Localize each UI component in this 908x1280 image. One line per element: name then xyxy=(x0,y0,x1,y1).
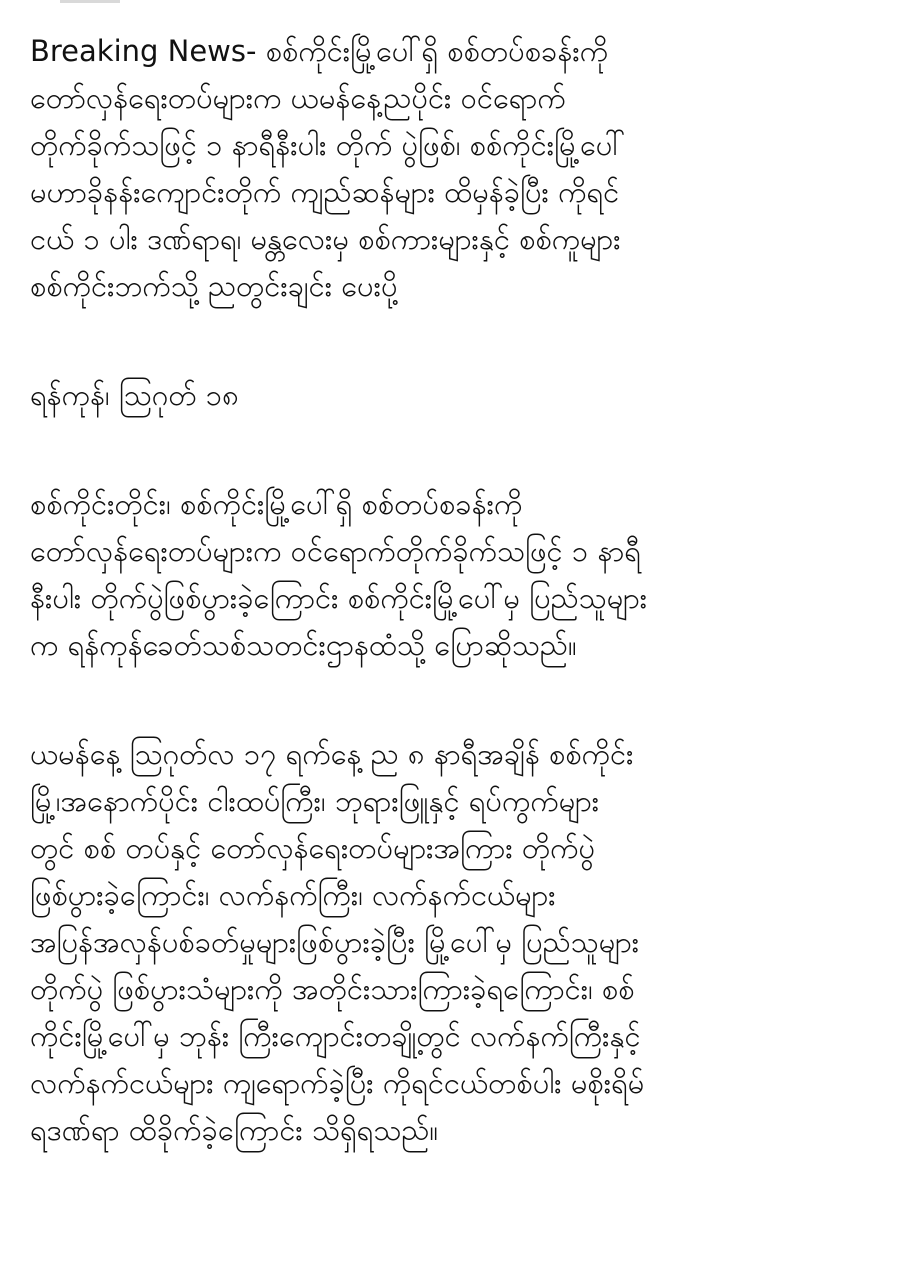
paragraph-2 xyxy=(30,731,880,1154)
headline-line-1: Breaking News- စစ်ကိုင်းမြို့ပေါ်ရှိ စစ်တပ်စခန်းကို xyxy=(30,34,609,68)
headline xyxy=(30,28,880,310)
dateline-text: ရန်ကုန်၊ ဩဂုတ် ၁၈ xyxy=(30,378,239,412)
paragraph-1-line-3: နီးပါး တိုက်ပွဲဖြစ်ပွားခဲ့ကြောင်း စစ်ကိုင်းမြို့ပေါ်မှ ပြည်သူများ xyxy=(30,581,648,615)
paragraph-1 xyxy=(30,481,880,669)
headline-line-5: ငယ် ၁ ပါး ဒဏ်ရာရ၊ မန္တလေးမှ စစ်ကားများနှင့် စစ်ကူများ xyxy=(30,222,621,256)
headline-line-2: တော်လှန်ရေးတပ်များက ယမန်နေ့ညပိုင်း ဝင်ရောက် xyxy=(30,81,566,115)
paragraph-2-line-7: ကိုင်းမြို့ပေါ်မှ ဘုန်း ကြီးကျောင်းတချို့တွင် လက်နက်ကြီးနှင့် xyxy=(30,1019,641,1053)
headline-line-4: မဟာခိုနန်းကျောင်းတိုက် ကျည်ဆန်များ ထိမှန်ခဲ့ပြီး ကိုရင် xyxy=(30,175,620,209)
paragraph-2-line-3: တွင် စစ် တပ်နှင့် တော်လှန်ရေးတပ်များအကြား တိုက်ပွဲ xyxy=(30,831,596,865)
dateline xyxy=(30,372,880,419)
paragraph-2-line-9: ရဒဏ်ရာ ထိခိုက်ခဲ့ကြောင်း သိရှိရသည်။ xyxy=(30,1113,439,1147)
paragraph-1-line-1: စစ်ကိုင်းတိုင်း၊ စစ်ကိုင်းမြို့ပေါ်ရှိ စစ်တပ်စခန်းကို xyxy=(30,487,523,521)
paragraph-2-line-1: ယမန်နေ့ ဩဂုတ်လ ၁၇ ရက်နေ့ ည ၈ နာရီအချိန် စစ်ကိုင်း xyxy=(30,737,634,771)
paragraph-2-line-6: တိုက်ပွဲ ဖြစ်ပွားသံများကို အတိုင်းသားကြားခဲ့ရကြောင်း၊ စစ် xyxy=(30,972,635,1006)
headline-line-6: စစ်ကိုင်းဘက်သို့ ညတွင်းချင်း ပေးပို့ xyxy=(30,269,398,303)
paragraph-2-line-4: ဖြစ်ပွားခဲ့ကြောင်း၊ လက်နက်ကြီး၊ လက်နက်ငယ်များ xyxy=(30,878,556,912)
paragraph-2-line-2: မြို့၊အနောက်ပိုင်း ငါးထပ်ကြီး၊ ဘုရားဖြူနှင့် ရပ်ကွက်များ xyxy=(30,784,600,818)
headline-line-3: တိုက်ခိုက်သဖြင့် ၁ နာရီနီးပါး တိုက် ပွဲဖြစ်၊ စစ်ကိုင်းမြို့ပေါ် xyxy=(30,128,626,162)
paragraph-2-line-5: အပြန်အလှန်ပစ်ခတ်မှုများဖြစ်ပွားခဲ့ပြီး မြို့ပေါ်မှ ပြည်သူများ xyxy=(30,925,640,959)
paragraph-2-line-8: လက်နက်ငယ်များ ကျရောက်ခဲ့ပြီး ကိုရင်ငယ်တစ်ပါး မစိုးရိမ် xyxy=(30,1066,645,1100)
top-edge-fragment xyxy=(60,0,120,3)
paragraph-1-line-2: တော်လှန်ရေးတပ်များက ဝင်ရောက်တိုက်ခိုက်သဖြင့် ၁ နာရီ xyxy=(30,534,641,568)
article-body xyxy=(30,28,880,1216)
paragraph-1-line-4: က ရန်ကုန်ခေတ်သစ်သတင်းဌာနထံသို့ ပြောဆိုသည်။ xyxy=(30,628,577,662)
